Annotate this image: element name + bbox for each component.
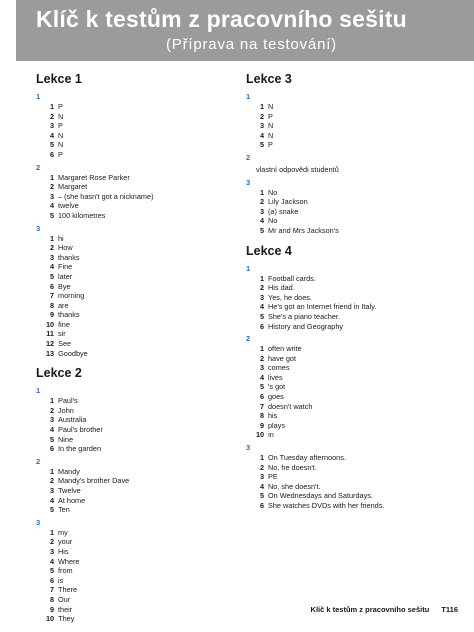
answer-text: In the garden [58, 444, 102, 454]
answer-item [36, 272, 226, 282]
answer-item [246, 102, 456, 112]
exercise-number: 2 [246, 152, 251, 162]
answer-text: hi [58, 233, 64, 243]
exercise-number: 1 [246, 263, 251, 273]
answer-text: They [58, 614, 75, 624]
answer-item [36, 486, 226, 496]
answer-number: 3 [259, 292, 264, 302]
answer-number: 5 [49, 271, 54, 281]
answer-item [246, 382, 456, 392]
answer-text: N [268, 102, 274, 111]
page-title: Klíč k testům z pracovního sešitu [36, 6, 407, 32]
answer-text: (a) snake [268, 206, 299, 216]
answer-item [246, 453, 456, 463]
answer-number: 5 [49, 210, 54, 220]
answer-item [36, 131, 226, 141]
answer-item [246, 207, 456, 217]
answer-item [36, 201, 226, 211]
answer-item [36, 605, 226, 615]
answer-text: No [268, 216, 278, 226]
lesson-section [246, 244, 456, 511]
answer-number: 3 [49, 546, 54, 556]
answer-item [36, 415, 226, 425]
answer-text: Nine [58, 434, 74, 444]
answer-text: No, she doesn't. [268, 481, 321, 491]
exercise-number: 3 [36, 517, 41, 527]
answer-item [36, 173, 226, 183]
answer-text: At home [58, 495, 86, 505]
answer-text: are [58, 300, 69, 310]
answer-text: 100 kilometres [58, 210, 106, 220]
answer-item [246, 312, 456, 322]
answer-number: 2 [259, 462, 264, 472]
page-number: T116 [441, 605, 458, 614]
answer-item [246, 226, 456, 236]
answer-number: 2 [259, 283, 264, 293]
answer-number: 10 [46, 614, 55, 624]
answer-text: N [268, 121, 274, 131]
exercise-number: 2 [36, 456, 41, 466]
answer-number: 2 [49, 111, 54, 121]
answer-item [36, 505, 226, 515]
answer-text: in [268, 430, 274, 440]
answer-item [246, 293, 456, 303]
answer-number: 4 [259, 302, 264, 312]
answer-text: their [58, 604, 73, 614]
answer-item [246, 121, 456, 131]
answer-text: Our [58, 594, 71, 604]
answer-item [36, 339, 226, 349]
answer-text: P [58, 149, 63, 159]
answer-number: 3 [49, 191, 54, 201]
answer-item [36, 435, 226, 445]
answer-number: 2 [49, 476, 54, 486]
answer-item [36, 291, 226, 301]
answer-text: Paul's [58, 396, 78, 406]
answer-number: 4 [49, 495, 54, 505]
answer-number: 5 [259, 140, 264, 150]
answer-text: PE [268, 472, 278, 482]
lesson-section [246, 72, 456, 236]
answer-text: Mandy [58, 466, 80, 476]
answer-text: She's a piano teacher. [268, 311, 340, 321]
answer-text: Ten [58, 505, 70, 515]
answer-item [36, 614, 226, 624]
answer-number: 4 [259, 130, 264, 140]
answer-item [36, 211, 226, 221]
answer-number: 4 [49, 262, 54, 272]
answer-text: lives [268, 372, 283, 382]
answer-item [36, 396, 226, 406]
answer-number: 5 [49, 505, 54, 515]
exercise-number: 1 [246, 92, 251, 101]
exercise-number: 2 [246, 334, 251, 344]
answer-number: 7 [259, 401, 264, 411]
answer-number: 5 [49, 434, 54, 444]
answer-number: 1 [49, 233, 54, 243]
answer-number: 12 [46, 339, 55, 349]
answer-text: your [58, 537, 73, 547]
answer-text: N [58, 130, 64, 140]
page-subtitle: (Příprava na testování) [166, 36, 337, 53]
answer-text: thanks [58, 310, 80, 320]
answer-item [246, 501, 456, 511]
answer-item [36, 121, 226, 131]
lesson-title: Lekce 1 [36, 72, 82, 86]
answer-item [36, 576, 226, 586]
answer-text: Australia [58, 415, 87, 425]
answer-text: No, he doesn't. [268, 462, 317, 472]
answer-text: Bye [58, 281, 71, 291]
answer-number: 3 [259, 472, 264, 482]
answer-number: 6 [259, 321, 264, 331]
lesson-section [36, 366, 226, 623]
answer-item [246, 197, 456, 207]
answer-item [36, 467, 226, 477]
answer-text: plays [268, 420, 286, 430]
answer-number: 4 [259, 216, 264, 226]
answer-number: 5 [259, 311, 264, 321]
answer-number: 2 [49, 405, 54, 415]
answer-number: 1 [49, 527, 54, 537]
answer-number: 1 [259, 344, 264, 354]
answer-item [36, 329, 226, 339]
answer-item [36, 595, 226, 605]
answer-number: 1 [49, 396, 54, 406]
answer-item [36, 102, 226, 112]
answer-number: 2 [259, 111, 264, 121]
answer-item [36, 301, 226, 311]
answer-number: 1 [259, 273, 264, 283]
answer-number: 1 [49, 172, 54, 182]
answer-number: 2 [49, 182, 54, 192]
answer-item [246, 216, 456, 226]
answer-number: 9 [49, 604, 54, 614]
answer-number: 1 [259, 187, 264, 197]
answer-number: 10 [46, 319, 55, 329]
answer-text: N [58, 111, 64, 121]
answer-item [36, 585, 226, 595]
answer-item [36, 150, 226, 160]
lesson-title: Lekce 2 [36, 366, 82, 381]
answer-number: 6 [49, 575, 54, 585]
answer-number: 6 [49, 149, 54, 159]
answer-number: 3 [49, 121, 54, 131]
answer-item [36, 547, 226, 557]
answer-number: 5 [259, 491, 264, 501]
lesson-title: Lekce 3 [246, 72, 292, 86]
answer-item [246, 302, 456, 312]
answer-text: See [58, 339, 72, 349]
exercise-number: 3 [36, 223, 41, 233]
answer-item [246, 482, 456, 492]
answer-text: John [58, 405, 74, 415]
page-header [16, 0, 474, 61]
answer-text: P [268, 140, 273, 150]
answer-text: Lily Jackson [268, 197, 308, 207]
answer-item [246, 373, 456, 383]
answer-number: 5 [49, 140, 54, 150]
answer-text: have got [268, 353, 296, 363]
answer-item [36, 528, 226, 538]
exercise-number: 1 [36, 92, 41, 101]
answer-number: 6 [49, 281, 54, 291]
answer-item [246, 140, 456, 150]
answer-text: His [58, 546, 69, 556]
answer-text: His dad. [268, 283, 295, 293]
answer-text: Football cards. [268, 273, 316, 283]
answer-number: 1 [259, 102, 264, 111]
exercise-note: vlastní odpovědi studentů [256, 164, 339, 174]
answer-text: How [58, 243, 73, 253]
answer-text: Twelve [58, 486, 81, 495]
answer-text: goes [268, 392, 284, 402]
answer-item [36, 112, 226, 122]
answer-item [36, 557, 226, 567]
answer-text: Yes, he does. [268, 292, 312, 302]
answer-number: 4 [259, 481, 264, 491]
answer-item [246, 354, 456, 364]
answer-item [246, 491, 456, 501]
answer-item [246, 283, 456, 293]
answer-number: 1 [259, 453, 264, 463]
answer-item [36, 425, 226, 435]
answer-number: 6 [259, 392, 264, 402]
answer-item [246, 421, 456, 431]
answer-number: 3 [49, 415, 54, 425]
answer-text: twelve [58, 201, 79, 211]
answer-number: 1 [49, 102, 54, 111]
answer-number: 2 [49, 243, 54, 253]
answer-text: No [268, 187, 278, 197]
answer-item [36, 406, 226, 416]
answer-item [36, 234, 226, 244]
answer-text: Margaret Rose Parker [58, 172, 130, 182]
answer-number: 7 [49, 585, 54, 595]
answer-number: 7 [49, 291, 54, 301]
answer-text: doesn't watch [268, 401, 313, 411]
answer-text: 's got [268, 382, 286, 392]
answer-item [36, 310, 226, 320]
answer-item [36, 192, 226, 202]
answer-text: his [268, 411, 278, 421]
answer-number: 6 [49, 444, 54, 454]
answer-item [36, 282, 226, 292]
answer-item [36, 262, 226, 272]
answer-item [36, 476, 226, 486]
answer-item [36, 444, 226, 454]
lesson-title: Lekce 4 [246, 243, 292, 258]
answer-number: 11 [46, 329, 54, 339]
answer-number: 5 [259, 225, 264, 235]
answer-number: 9 [49, 310, 54, 320]
answer-text: sir [58, 329, 66, 339]
answer-item [246, 463, 456, 473]
answer-number: 5 [49, 566, 54, 576]
answer-number: 8 [49, 300, 54, 310]
right-column [246, 72, 456, 519]
answer-number: 4 [49, 201, 54, 211]
answer-text: History and Geography [268, 321, 344, 331]
answer-text: N [268, 130, 274, 140]
answer-text: later [58, 271, 73, 281]
answer-item [246, 411, 456, 421]
answer-item [246, 430, 456, 440]
answer-number: 8 [49, 594, 54, 604]
answer-number: 2 [259, 353, 264, 363]
answer-text: P [268, 111, 273, 121]
answer-number: 4 [49, 130, 54, 140]
answer-text: often write [268, 344, 302, 354]
answer-number: 5 [259, 382, 264, 392]
lesson-section [36, 72, 226, 358]
exercise-number: 3 [246, 443, 251, 453]
answer-text: fine [58, 319, 70, 329]
answer-text: comes [268, 363, 290, 373]
answer-text: P [58, 102, 63, 111]
answer-number: 4 [49, 556, 54, 566]
answer-number: 4 [49, 425, 54, 435]
answer-item [246, 188, 456, 198]
exercise-number: 2 [36, 162, 41, 172]
answer-number: 3 [49, 252, 54, 262]
answer-text: Fine [58, 262, 73, 272]
exercise-number: 3 [246, 177, 251, 187]
answer-item [246, 472, 456, 482]
answer-text: Goodbye [58, 348, 88, 358]
answer-item [246, 392, 456, 402]
answer-item [36, 320, 226, 330]
answer-text: morning [58, 291, 85, 301]
answer-item [36, 537, 226, 547]
answer-text: Paul's brother [58, 425, 103, 435]
answer-number: 2 [259, 197, 264, 207]
answer-text: Margaret [58, 182, 88, 192]
answer-number: 3 [49, 486, 54, 495]
answer-number: 1 [49, 466, 54, 476]
answer-number: 3 [259, 363, 264, 373]
page-footer [311, 605, 458, 614]
answer-item [36, 140, 226, 150]
answer-item [246, 402, 456, 412]
answer-text: On Wednesdays and Saturdays. [268, 491, 373, 501]
answer-item [246, 131, 456, 141]
answer-number: 13 [46, 348, 55, 358]
exercise-number: 1 [36, 386, 41, 396]
answer-number: 4 [259, 372, 264, 382]
answer-text: On Tuesday afternoons. [268, 453, 346, 463]
answer-text: my [58, 527, 68, 537]
answer-item [246, 274, 456, 284]
answer-number: 10 [256, 430, 265, 440]
answer-number: 2 [49, 537, 54, 547]
answer-number: 8 [259, 411, 264, 421]
answer-item [36, 496, 226, 506]
answer-text: from [58, 566, 73, 576]
answer-item [246, 322, 456, 332]
answer-item [246, 363, 456, 373]
answer-text: is [58, 575, 64, 585]
answer-text: – (she hasn't got a nickname) [58, 191, 154, 201]
footer-label: Klíč k testům z pracovního sešitu [310, 605, 430, 614]
answer-item [246, 344, 456, 354]
answer-item [36, 566, 226, 576]
answer-item [36, 182, 226, 192]
answer-text: Mr and Mrs Jackson's [268, 225, 339, 235]
answer-text: He's got an Internet friend in Italy. [268, 302, 377, 312]
answer-number: 6 [259, 501, 264, 510]
answer-number: 9 [259, 420, 264, 430]
answer-text: She watches DVDs with her friends. [268, 501, 385, 510]
answer-item [36, 349, 226, 359]
answer-number: 3 [259, 206, 264, 216]
answer-text: Where [58, 556, 80, 566]
answer-item [36, 253, 226, 263]
answer-text: There [58, 585, 78, 595]
answer-text: thanks [58, 252, 80, 262]
answer-number: 3 [259, 121, 264, 131]
answer-text: Mandy's brother Dave [58, 476, 130, 486]
answer-item [246, 112, 456, 122]
left-column [36, 72, 226, 632]
answer-text: P [58, 121, 63, 131]
answer-item [36, 243, 226, 253]
answer-text: N [58, 140, 64, 150]
